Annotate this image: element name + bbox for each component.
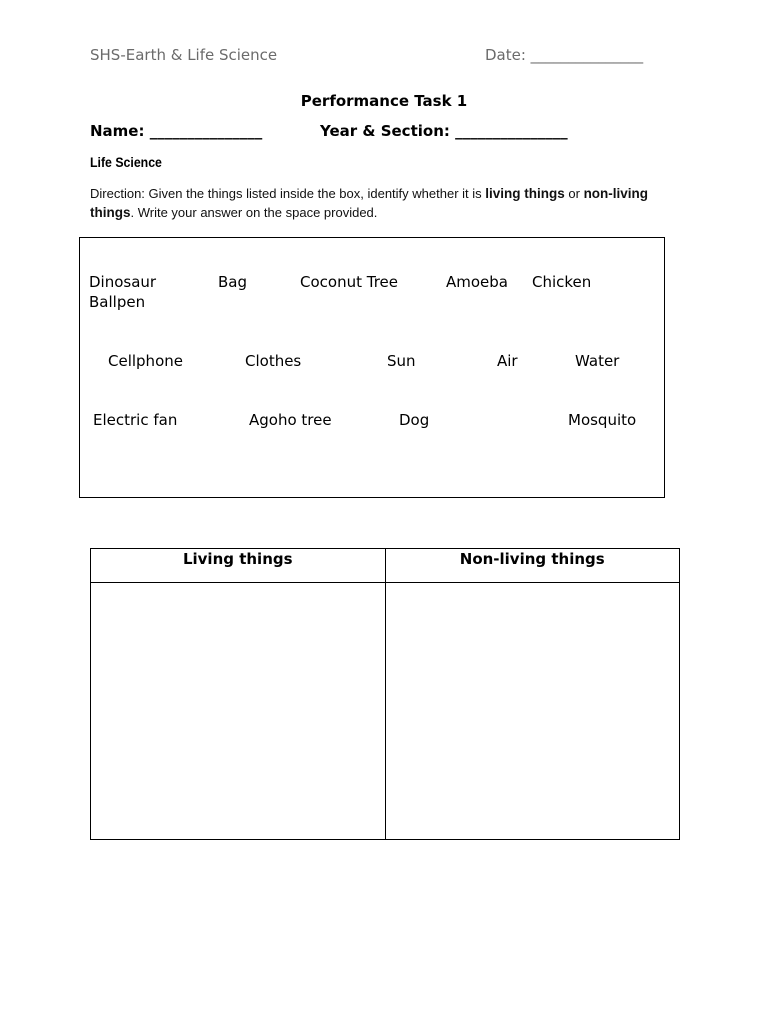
answer-table (90, 548, 680, 840)
living-things-header: Living things (91, 549, 386, 583)
living-things-emphasis: living things (485, 186, 565, 201)
direction-prefix: Direction: Given the things listed inside the box, identify whether it is (90, 186, 486, 201)
table-header-row (91, 549, 680, 583)
item-dog: Dog (399, 411, 430, 429)
non-living-things-header: Non-living things (385, 549, 680, 583)
year-section-field: Year & Section: _______________ (320, 122, 568, 140)
item-air: Air (497, 352, 518, 370)
item-bag: Bag (218, 273, 248, 291)
course-header: SHS-Earth & Life Science (90, 46, 278, 64)
item-coconut-tree: Coconut Tree (300, 273, 398, 291)
item-sun: Sun (387, 352, 416, 370)
item-electric-fan: Electric fan (93, 411, 178, 429)
item-cellphone: Cellphone (108, 352, 183, 370)
living-things-answer-cell[interactable] (91, 583, 386, 840)
item-amoeba: Amoeba (446, 273, 508, 291)
item-water: Water (575, 352, 620, 370)
non-living-things-answer-cell[interactable] (385, 583, 680, 840)
non-living-things-emphasis: non-living things (90, 186, 649, 220)
direction-text (90, 184, 690, 222)
name-field: Name: _______________ (90, 122, 263, 140)
table-answer-row (91, 583, 680, 840)
item-ballpen: Ballpen (89, 293, 146, 311)
items-box (79, 237, 665, 498)
item-clothes: Clothes (245, 352, 302, 370)
page-title: Performance Task 1 (300, 92, 468, 110)
direction-suffix: . Write your answer on the space provided. (130, 205, 378, 220)
date-field: Date: _______________ (485, 46, 644, 64)
item-chicken: Chicken (532, 273, 592, 291)
direction-or: or (564, 186, 584, 201)
item-mosquito: Mosquito (568, 411, 637, 429)
item-dinosaur: Dinosaur (89, 273, 157, 291)
section-heading: Life Science (90, 154, 162, 170)
item-agoho-tree: Agoho tree (249, 411, 332, 429)
